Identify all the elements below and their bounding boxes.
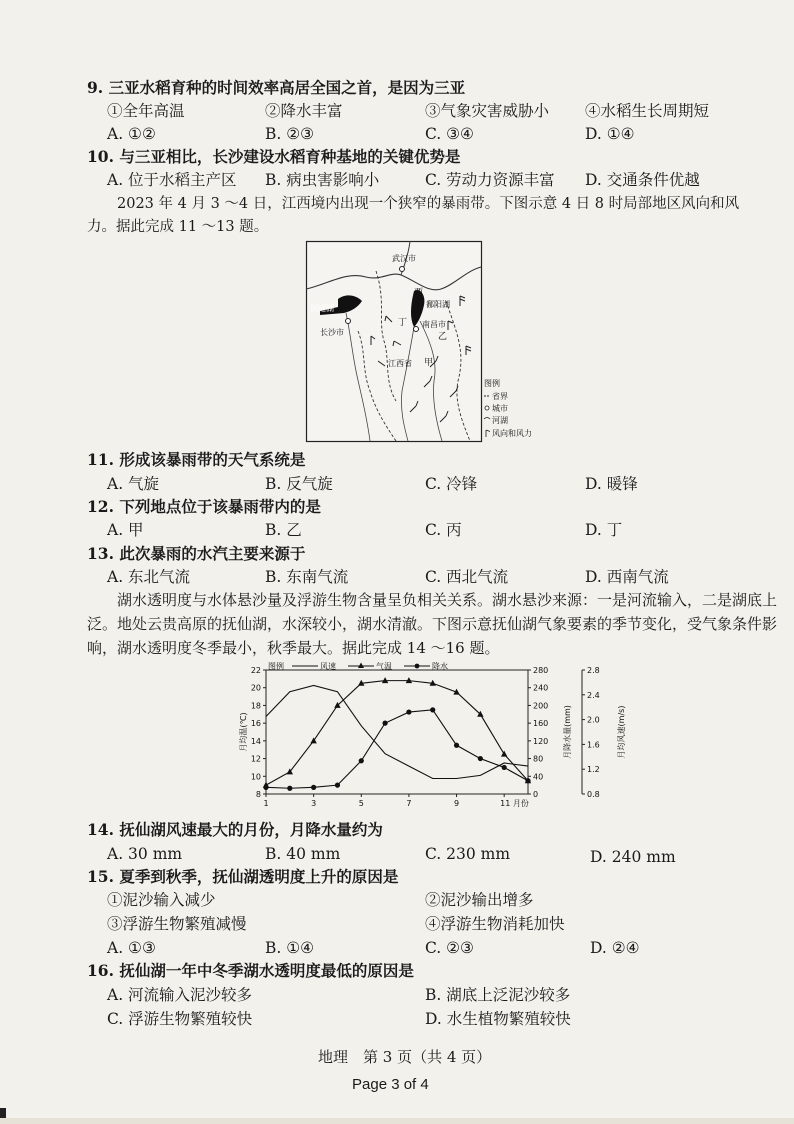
precip-tick-label: 40 xyxy=(533,772,544,782)
x-tick-label: 3 xyxy=(311,799,317,808)
q13-option-a: A. 东北气流 xyxy=(107,568,191,586)
temp-tick-label: 10 xyxy=(250,772,261,782)
precip-tick-label: 240 xyxy=(533,683,549,693)
q16-option-a: A. 河流输入泥沙较多 xyxy=(107,986,253,1004)
q9-option-a: A. ①② xyxy=(107,125,156,143)
q11-option-a: A. 气旋 xyxy=(107,475,160,493)
q16-option-c: C. 浮游生物繁殖较快 xyxy=(107,1010,253,1028)
q15-item-2: ②泥沙输出增多 xyxy=(425,891,534,909)
jiangxi-wind-map xyxy=(306,241,549,442)
map-legend-city: 城市 xyxy=(492,404,508,413)
page-footer: 地理 第 3 页（共 4 页） xyxy=(318,1048,492,1066)
q15-item-4: ④浮游生物消耗加快 xyxy=(425,915,565,933)
map-point-xi: 西 xyxy=(414,288,424,298)
map-legend-wind: 风向和风力 xyxy=(492,429,532,438)
x-tick-label: 7 xyxy=(406,799,412,808)
legend-marker-precip xyxy=(415,664,420,669)
series-line-wind xyxy=(266,686,528,779)
fuxian-lake-climate-chart xyxy=(240,662,630,830)
precip-tick-label: 120 xyxy=(533,736,549,746)
q15-item-3: ③浮游生物繁殖减慢 xyxy=(107,915,247,933)
map-point-jia: 甲 xyxy=(424,358,434,368)
q14-stem: 14. 抚仙湖风速最大的月份，月降水量约为 xyxy=(87,820,383,839)
map-point-yi: 乙 xyxy=(438,332,448,342)
q16-option-d: D. 水生植物繁殖较快 xyxy=(425,1010,571,1028)
q10-option-b: B. 病虫害影响小 xyxy=(265,171,380,189)
map-legend-river: 河湖 xyxy=(492,416,508,425)
temp-tick-label: 18 xyxy=(250,701,261,711)
q11-option-d: D. 暖锋 xyxy=(585,475,638,493)
q13-option-d: D. 西南气流 xyxy=(585,568,669,586)
precip-point xyxy=(263,785,268,790)
q9-item-4: ④水稻生长周期短 xyxy=(585,102,710,120)
wind-tick-label: 2.4 xyxy=(587,690,600,700)
q9-option-b: B. ②③ xyxy=(265,125,315,143)
precip-tick-label: 160 xyxy=(533,719,549,729)
q14-option-d: D. 240 mm xyxy=(590,848,676,866)
temp-tick-label: 16 xyxy=(250,719,261,729)
temp-tick-label: 20 xyxy=(250,683,261,693)
precip-point xyxy=(454,743,459,748)
q15-item-1: ①泥沙输入减少 xyxy=(107,891,216,909)
precip-point xyxy=(525,778,530,783)
precip-point xyxy=(311,785,316,790)
q9-item-3: ③气象灾害威胁小 xyxy=(425,102,550,120)
map-legend-boundary: 省界 xyxy=(492,392,508,401)
q15-option-b: B. ①④ xyxy=(265,939,315,957)
q12-option-d: D. 丁 xyxy=(585,521,623,539)
intro-11-13-line1: 2023 年 4 月 3 ～4 日，江西境内出现一个狭窄的暴雨带。下图示意 4 日 8 时局部地区风向和风 xyxy=(117,196,740,212)
map-legend-title: 图例 xyxy=(484,379,500,388)
legend-label-1: 气温 xyxy=(376,662,392,671)
q12-option-b: B. 乙 xyxy=(265,521,302,539)
precip-point xyxy=(502,765,507,770)
q15-option-c: C. ②③ xyxy=(425,939,474,957)
q9-option-d: D. ①④ xyxy=(585,125,635,143)
q9-item-1: ①全年高温 xyxy=(107,102,185,120)
series-line-temp xyxy=(266,681,528,786)
legend-label-0: 风速 xyxy=(320,662,336,671)
q12-option-c: C. 丙 xyxy=(425,521,462,539)
map-label-jiangxi: 江西省 xyxy=(388,359,412,368)
page-indicator: Page 3 of 4 xyxy=(352,1076,429,1093)
chart-legend-title: 图例 xyxy=(268,662,284,671)
temp-tick-label: 8 xyxy=(255,790,261,799)
scan-edge xyxy=(0,1118,794,1124)
precip-point xyxy=(430,707,435,712)
map-label-dongting: 洞庭湖 xyxy=(310,304,334,313)
q13-option-c: C. 西北气流 xyxy=(425,568,509,586)
q15-option-d: D. ②④ xyxy=(590,939,640,957)
q11-stem: 11. 形成该暴雨带的天气系统是 xyxy=(87,450,306,469)
series-line-precip xyxy=(266,710,528,788)
temp-axis-label: 月均温(℃) xyxy=(239,712,248,752)
q15-option-a: A. ①③ xyxy=(107,939,156,957)
q13-option-b: B. 东南气流 xyxy=(265,568,349,586)
legend-label-2: 降水 xyxy=(432,662,448,671)
map-label-wuhan: 武汉市 xyxy=(392,254,416,263)
q15-stem: 15. 夏季到秋季，抚仙湖透明度上升的原因是 xyxy=(87,867,399,886)
x-tick-label: 1 xyxy=(263,799,269,808)
q14-option-b: B. 40 mm xyxy=(265,845,341,863)
temp-tick-label: 22 xyxy=(250,666,261,675)
q14-option-a: A. 30 mm xyxy=(107,845,183,863)
x-tick-label: 5 xyxy=(358,799,364,808)
q16-stem: 16. 抚仙湖一年中冬季湖水透明度最低的原因是 xyxy=(87,961,414,980)
precip-point xyxy=(478,756,483,761)
map-point-ding: 丁 xyxy=(398,318,408,328)
wind-tick-label: 1.6 xyxy=(587,740,600,750)
intro-14-16: 湖水透明度与水体悬沙量及浮游生物含量呈负相关关系。湖水悬沙来源：一是河流输入，二是湖底上泛。地处云贵高原的抚仙湖，水深较小，湖水清澈。下图示意抚仙湖气象要素的季节变化，受气象条件影响，湖水透明度冬季最小，秋季最大。据此完成 14 ～16 题。 xyxy=(87,591,778,657)
q10-option-a: A. 位于水稻主产区 xyxy=(107,171,237,189)
scan-mark xyxy=(0,1108,6,1118)
temp-point xyxy=(501,751,507,757)
intro-11-13-line2: 力。据此完成 11 ～13 题。 xyxy=(87,219,269,235)
q12-option-a: A. 甲 xyxy=(107,521,144,539)
precip-axis-label: 月降水量(mm) xyxy=(563,705,572,759)
wind-tick-label: 2.8 xyxy=(587,666,600,675)
map-label-nanchang: 南昌市 xyxy=(422,320,446,329)
wind-tick-label: 2.0 xyxy=(587,715,600,725)
q10-option-d: D. 交通条件优越 xyxy=(585,171,700,189)
legend-marker-temp xyxy=(358,663,364,669)
wind-tick-label: 0.8 xyxy=(587,790,600,799)
precip-tick-label: 200 xyxy=(533,701,549,711)
x-tick-label: 9 xyxy=(453,799,460,808)
x-tick-label: 11 月份 xyxy=(500,799,529,808)
precip-point xyxy=(287,786,292,791)
precip-point xyxy=(382,721,387,726)
q9-item-2: ②降水丰富 xyxy=(265,102,343,120)
chart-marks xyxy=(263,677,531,791)
map-label-changsha: 长沙市 xyxy=(320,328,344,337)
q9-option-c: C. ③④ xyxy=(425,125,474,143)
wind-tick-label: 1.2 xyxy=(587,765,600,775)
precip-point xyxy=(335,783,340,788)
precip-tick-label: 80 xyxy=(533,754,544,764)
q12-stem: 12. 下列地点位于该暴雨带内的是 xyxy=(87,497,321,516)
q11-option-b: B. 反气旋 xyxy=(265,475,333,493)
precip-tick-label: 280 xyxy=(533,666,549,675)
temp-tick-label: 12 xyxy=(250,754,261,764)
q13-stem: 13. 此次暴雨的水汽主要来源于 xyxy=(87,544,306,563)
q9-stem: 9. 三亚水稻育种的时间效率高居全国之首，是因为三亚 xyxy=(87,78,466,97)
q10-option-c: C. 劳动力资源丰富 xyxy=(425,171,555,189)
wind-axis-label: 月均风速(m/s) xyxy=(617,705,626,759)
chart-frame xyxy=(266,670,528,794)
precip-point xyxy=(406,709,411,714)
precip-point xyxy=(359,758,364,763)
q16-option-b: B. 湖底上泛泥沙较多 xyxy=(425,986,571,1004)
q11-option-c: C. 冷锋 xyxy=(425,475,478,493)
map-label-poyang: 鄱阳湖 xyxy=(426,300,450,309)
precip-tick-label: 0 xyxy=(533,790,539,799)
q14-option-c: C. 230 mm xyxy=(425,845,511,863)
temp-tick-label: 14 xyxy=(250,736,261,746)
q10-stem: 10. 与三亚相比，长沙建设水稻育种基地的关键优势是 xyxy=(87,147,461,166)
